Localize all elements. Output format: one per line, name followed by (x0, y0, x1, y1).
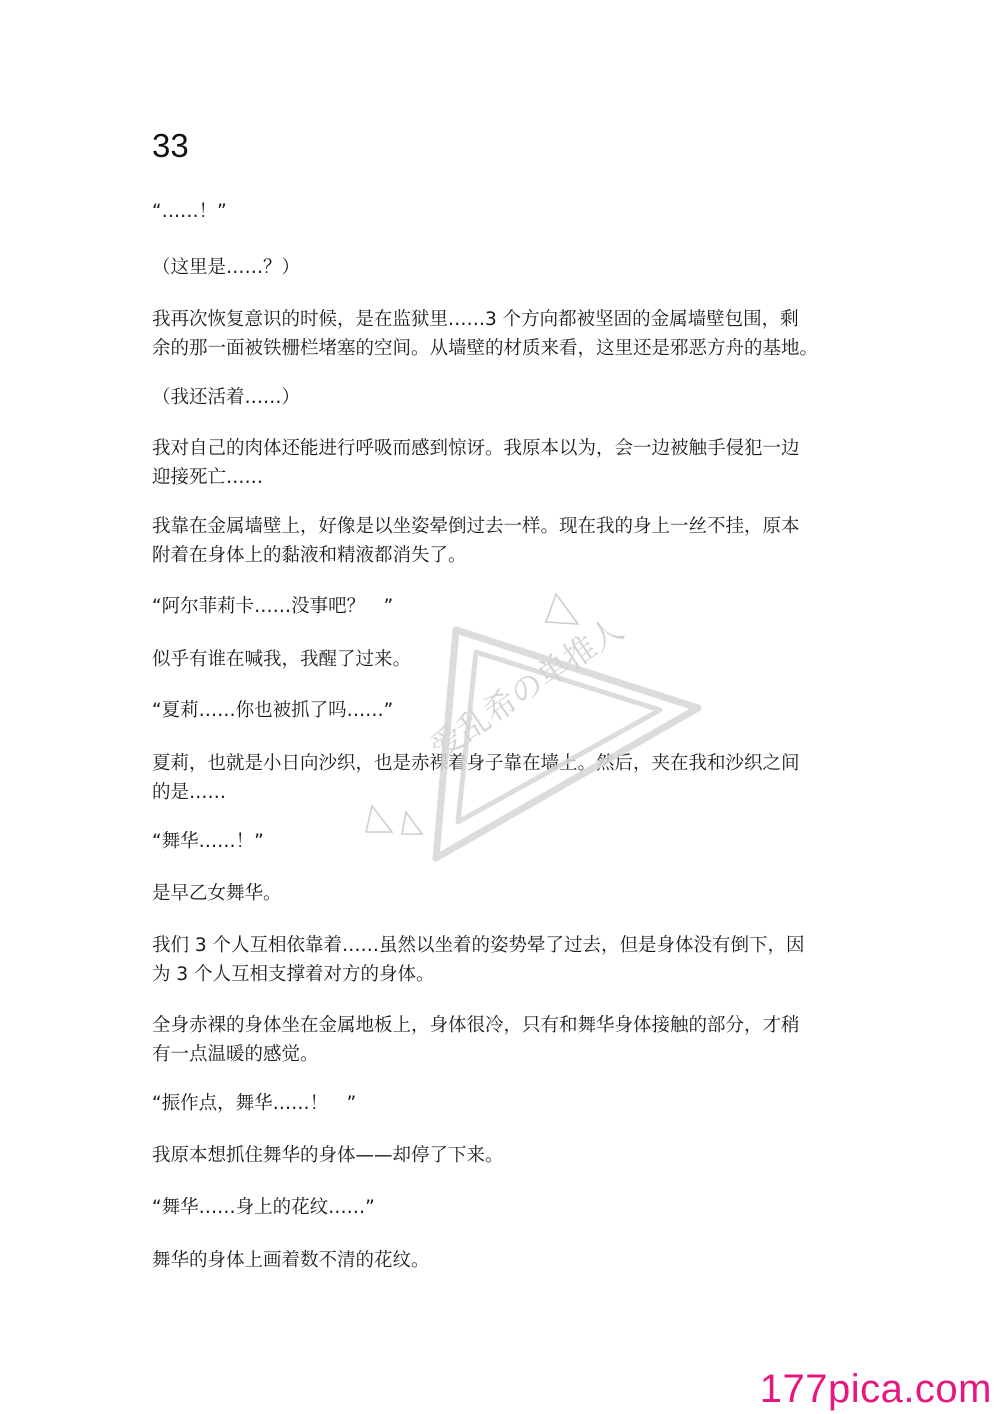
paragraph-7: “阿尔菲莉卡……没事吧？ ” (152, 596, 394, 617)
paragraph-14: 全身赤裸的身体坐在金属地板上，身体很冷，只有和舞华身体接触的部分，才稍 有一点温暖的感觉。 (152, 1015, 800, 1065)
paragraph-11: “舞华……！” (152, 831, 264, 852)
paragraph-4: （我还活着……） (152, 387, 301, 408)
paragraph-1: “……！” (152, 201, 227, 222)
paragraph-3: 我再次恢复意识的时候，是在监狱里……3 个方向都被坚固的金属墙壁包围，剩 余的那一面被铁栅栏堵塞的空间。从墙壁的材质来看，这里还是邪恶方舟的基地。 (152, 309, 819, 359)
footer-site-link[interactable]: 177pica.com (759, 1367, 992, 1411)
page-number: 33 (152, 127, 189, 164)
watermark-text: 爱乱希の单推人 (423, 609, 631, 767)
paragraph-9: “夏莉……你也被抓了吗……” (152, 700, 394, 721)
paragraph-16: 我原本想抓住舞华的身体——却停了下来。 (152, 1145, 504, 1166)
paragraph-10: 夏莉，也就是小日向沙织，也是赤裸着身子靠在墙上。然后，夹在我和沙织之间 的是…… (152, 753, 800, 803)
paragraph-6: 我靠在金属墙壁上，好像是以坐姿晕倒过去一样。现在我的身上一丝不挂，原本 附着在身体上的黏液和精液都消失了。 (152, 516, 800, 566)
paragraph-8: 似乎有谁在喊我，我醒了过来。 (152, 649, 412, 670)
paragraph-5: 我对自己的肉体还能进行呼吸而感到惊讶。我原本以为，会一边被触手侵犯一边 迎接死亡…… (152, 438, 800, 488)
paragraph-17: “舞华……身上的花纹……” (152, 1197, 375, 1218)
paragraph-18: 舞华的身体上画着数不清的花纹。 (152, 1250, 430, 1271)
paragraph-13: 我们 3 个人互相依靠着……虽然以坐着的姿势晕了过去，但是身体没有倒下，因 为 3 个人互相支撑着对方的身体。 (152, 935, 805, 985)
paragraph-15: “振作点，舞华……！ ” (152, 1093, 357, 1114)
paragraph-2: （这里是……？） (152, 257, 301, 278)
paragraph-12: 是早乙女舞华。 (152, 883, 282, 904)
